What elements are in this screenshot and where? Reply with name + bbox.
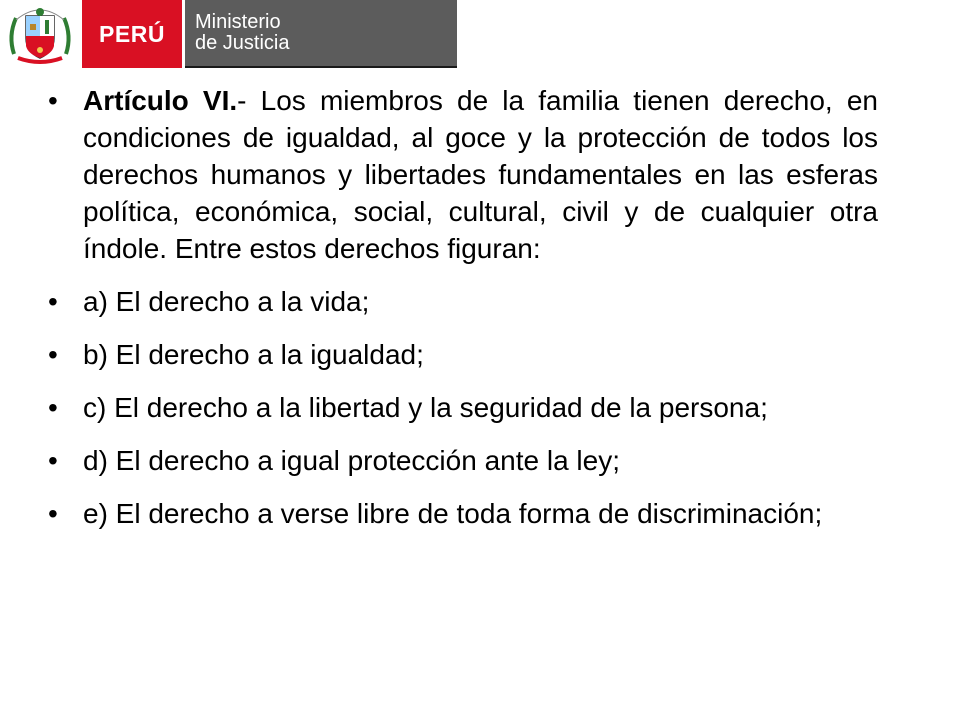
list-item-text: c) El derecho a la libertad y la seguridad de la persona; <box>83 392 768 423</box>
list-item <box>48 336 878 373</box>
article-text: - Los miembros de la familia tienen derecho, en condiciones de igualdad, al goce y la protección de todos los derechos humanos y libertades fundamentales en las esferas política, económica, social, cultural, civil y de cualquier otra índole. Entre estos derechos figuran: <box>83 85 879 264</box>
peru-label: PERÚ <box>82 0 182 68</box>
ministry-line-1: Ministerio <box>195 11 281 33</box>
bullet-icon: • <box>48 445 58 476</box>
peru-coat-of-arms-icon <box>4 2 76 66</box>
bullet-icon: • <box>48 339 58 370</box>
ministry-label <box>185 0 457 68</box>
bullet-icon: • <box>48 286 58 317</box>
list-item <box>48 495 878 532</box>
list-item <box>48 283 878 320</box>
list-item-text: a) El derecho a la vida; <box>83 286 370 317</box>
bullet-icon: • <box>48 392 58 423</box>
article-item <box>48 82 878 267</box>
bullet-icon: • <box>48 85 58 116</box>
list-item <box>48 442 878 479</box>
bullet-icon: • <box>48 498 58 529</box>
article-bullet-list <box>48 82 878 548</box>
ministry-line-2: de Justicia <box>195 32 290 54</box>
article-heading: Artículo VI. <box>83 85 238 116</box>
list-item-text: e) El derecho a verse libre de toda forma de discriminación; <box>83 498 823 529</box>
list-item-text: d) El derecho a igual protección ante la ley; <box>83 445 620 476</box>
ministry-logo-banner <box>0 0 457 68</box>
list-item-text: b) El derecho a la igualdad; <box>83 339 424 370</box>
seal-container <box>0 0 82 68</box>
list-item <box>48 389 878 426</box>
